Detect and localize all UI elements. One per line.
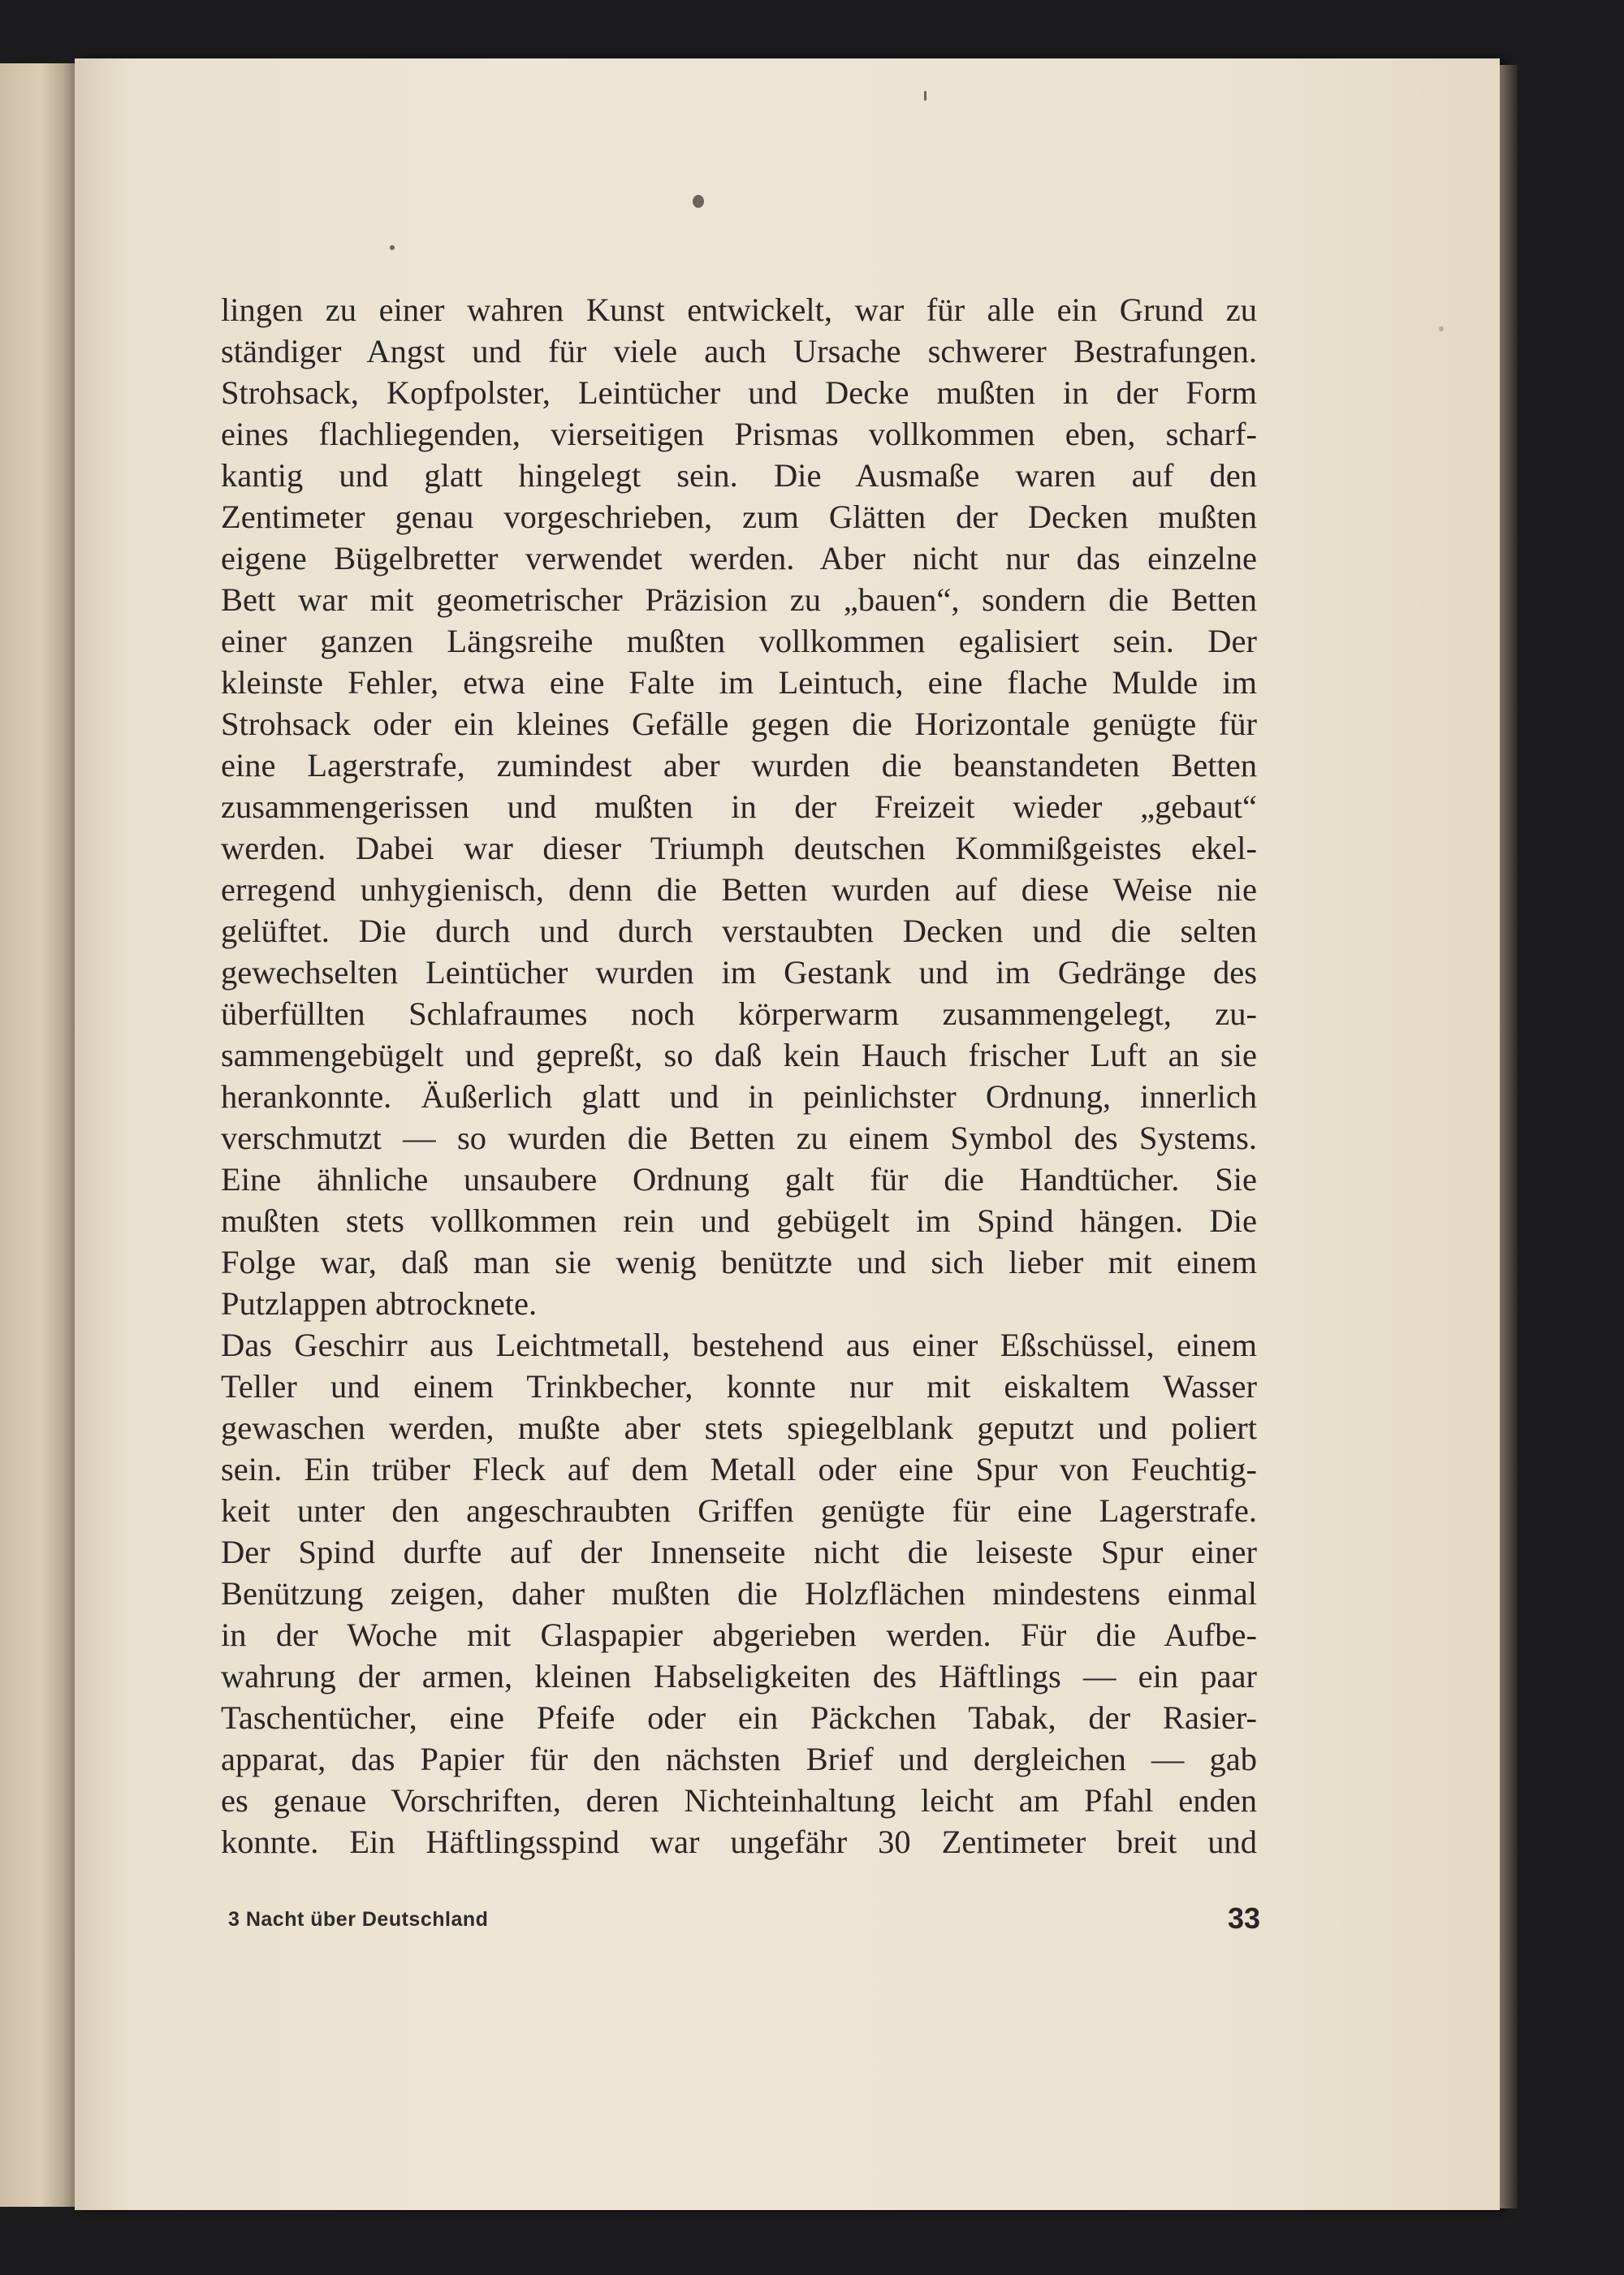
text-line: es genaue Vorschriften, deren Nichteinhaltung leicht am Pfahl enden — [221, 1782, 1257, 1819]
text-line: überfüllten Schlafraumes noch körperwarm zusammengelegt, zu- — [221, 995, 1257, 1032]
text-line: verschmutzt — so wurden die Betten zu einem Symbol des Systems. — [221, 1120, 1257, 1156]
text-line: kantig und glatt hingelegt sein. Die Ausmaße waren auf den — [221, 457, 1257, 494]
text-line: Teller und einem Trinkbecher, konnte nur mit eiskaltem Wasser — [221, 1368, 1257, 1405]
text-line: gewechselten Leintücher wurden im Gestank und im Gedränge des — [221, 954, 1257, 991]
page-number: 33 — [1227, 1902, 1260, 1935]
text-line: gewaschen werden, mußte aber stets spiegelblank geputzt und poliert — [221, 1409, 1257, 1446]
text-line: Strohsack, Kopfpolster, Leintücher und Decke mußten in der Form — [221, 374, 1257, 411]
text-line: kleinste Fehler, etwa eine Falte im Leintuch, eine flache Mulde im — [221, 664, 1257, 701]
text-line: Strohsack oder ein kleines Gefälle gegen die Horizontale genügte für — [221, 706, 1257, 742]
text-line: Benützung zeigen, daher mußten die Holzflächen mindestens einmal — [221, 1575, 1257, 1612]
paper-speck — [924, 91, 926, 101]
text-line: ständiger Angst und für viele auch Ursache schwerer Bestrafungen. — [221, 333, 1257, 369]
left-page-edge — [0, 63, 75, 2207]
text-line: lingen zu einer wahren Kunst entwickelt, war für alle ein Grund zu — [221, 291, 1257, 328]
text-line: herankonnte. Äußerlich glatt und in peinlichster Ordnung, innerlich — [221, 1078, 1257, 1115]
text-line: wahrung der armen, kleinen Habseligkeiten des Häftlings — ein paar — [221, 1658, 1257, 1694]
text-line: sein. Ein trüber Fleck auf dem Metall oder eine Spur von Feuchtig- — [221, 1451, 1257, 1487]
text-line: werden. Dabei war dieser Triumph deutschen Kommißgeistes ekel- — [221, 830, 1257, 866]
text-line: keit unter den angeschraubten Griffen genügte für eine Lagerstrafe. — [221, 1492, 1257, 1529]
text-line: Das Geschirr aus Leichtmetall, bestehend aus einer Eßschüssel, einem — [221, 1327, 1257, 1363]
paper-speck — [1439, 326, 1444, 331]
text-line: in der Woche mit Glaspapier abgerieben werden. Für die Aufbe- — [221, 1617, 1257, 1653]
paper-speck — [693, 195, 704, 208]
text-line: erregend unhygienisch, denn die Betten wurden auf diese Weise nie — [221, 871, 1257, 908]
paper-speck — [390, 245, 395, 250]
footer-signature: 3 Nacht über Deutschland — [228, 1908, 489, 1931]
text-line: eines flachliegenden, vierseitigen Prismas vollkommen eben, scharf- — [221, 416, 1257, 452]
text-line: Bett war mit geometrischer Präzision zu „bauen“, sondern die Betten — [221, 581, 1257, 618]
text-line: Putzlappen abtrocknete. — [221, 1285, 538, 1322]
text-line: eine Lagerstrafe, zumindest aber wurden die beanstandeten Betten — [221, 747, 1257, 784]
text-line: Zentimeter genau vorgeschrieben, zum Glätten der Decken mußten — [221, 499, 1257, 535]
text-line: Der Spind durfte auf der Innenseite nicht die leiseste Spur einer — [221, 1534, 1257, 1570]
text-line: zusammengerissen und mußten in der Freizeit wieder „gebaut“ — [221, 788, 1257, 825]
text-line: Taschentücher, eine Pfeife oder ein Päckchen Tabak, der Rasier- — [221, 1699, 1257, 1736]
text-line: Eine ähnliche unsaubere Ordnung galt für die Handtücher. Sie — [221, 1161, 1257, 1198]
text-line: konnte. Ein Häftlingsspind war ungefähr 30 Zentimeter breit und — [221, 1824, 1257, 1860]
text-line: apparat, das Papier für den nächsten Brief und dergleichen — gab — [221, 1741, 1257, 1777]
text-line: gelüftet. Die durch und durch verstaubten Decken und die selten — [221, 913, 1257, 949]
text-line: Folge war, daß man sie wenig benützte und sich lieber mit einem — [221, 1244, 1257, 1280]
text-line: einer ganzen Längsreihe mußten vollkommen egalisiert sein. Der — [221, 623, 1257, 659]
body-text — [221, 289, 1257, 1863]
text-line: eigene Bügelbretter verwendet werden. Aber nicht nur das einzelne — [221, 540, 1257, 576]
text-line: sammengebügelt und gepreßt, so daß kein Hauch frischer Luft an sie — [221, 1037, 1257, 1073]
text-line: mußten stets vollkommen rein und gebügelt im Spind hängen. Die — [221, 1202, 1257, 1239]
page-edge-shadow — [1500, 65, 1518, 2208]
